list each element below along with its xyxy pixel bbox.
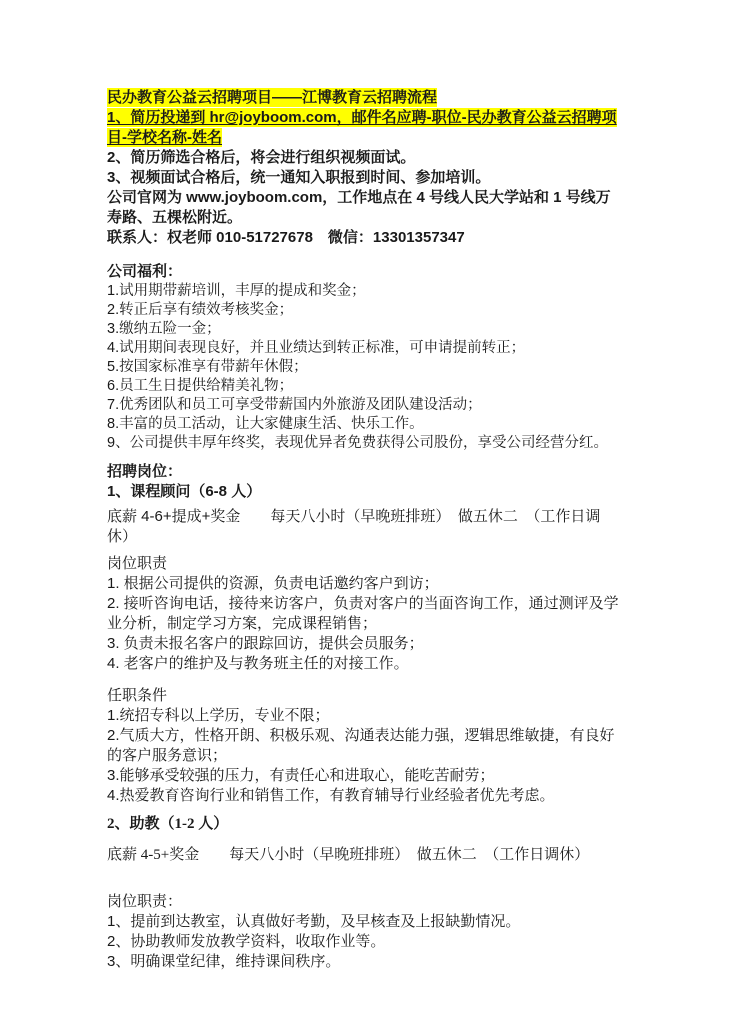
position1-requirements-heading: 任职条件 xyxy=(107,687,168,704)
benefit-item: 3.缴纳五险一金； xyxy=(107,321,221,337)
position1-salary-line: 底薪 4-6+提成+奖金 每天八小时（早晚班排班） 做五休二 （工作日调休） xyxy=(107,508,601,545)
position1-title: 1、课程顾问（6-8 人） xyxy=(107,483,262,500)
benefit-item: 1.试用期带薪培训，丰厚的提成和奖金； xyxy=(107,283,366,299)
requirement-item: 3.能够承受较强的压力，有责任心和进取心，能吃苦耐劳； xyxy=(107,767,495,784)
process-step-1-line xyxy=(107,108,621,148)
position2-salary-prefix: 底薪 4-5+奖金 xyxy=(107,847,200,863)
benefit-item: 4.试用期间表现良好，并且业绩达到转正标准，可申请提前转正； xyxy=(107,340,526,356)
positions-heading: 招聘岗位： xyxy=(107,463,183,480)
doc-title-line xyxy=(107,88,621,108)
process-step-2: 2、简历筛选合格后，将会进行组织视频面试。 xyxy=(107,149,416,166)
benefit-item: 5.按国家标准享有带薪年休假； xyxy=(107,359,308,375)
benefits-heading: 公司福利： xyxy=(107,263,183,280)
company-website-line: 公司官网为 www.joyboom.com，工作地点在 4 号线人民大学站和 1 号线万寿路、五棵松附近。 xyxy=(107,189,611,226)
contact-line: 联系人：权老师 010-51727678 微信：13301357347 xyxy=(107,229,465,246)
process-step-1-highlight: 1、简历投递到 hr@joyboom.com，邮件名应聘-职位-民办教育公益云招聘项目-学校名称-姓名 xyxy=(107,109,617,146)
benefit-item: 6.员工生日提供给精美礼物； xyxy=(107,378,294,394)
position2-title: 2、助教（1-2 人） xyxy=(107,816,229,832)
position2-duties-list xyxy=(107,912,621,972)
position1-requirements-list xyxy=(107,706,621,806)
position1-duties-heading: 岗位职责 xyxy=(107,555,168,572)
requirement-item: 2.气质大方，性格开朗、积极乐观、沟通表达能力强，逻辑思维敏捷，有良好的客户服务意识； xyxy=(107,727,615,764)
benefit-item: 7.优秀团队和员工可享受带薪国内外旅游及团队建设活动； xyxy=(107,397,482,413)
duty-item: 2、协助教师发放教学资料，收取作业等。 xyxy=(107,933,386,950)
benefit-item: 8.丰富的员工活动，让大家健康生活、快乐工作。 xyxy=(107,416,424,432)
position2-duties-heading: 岗位职责： xyxy=(107,893,183,910)
benefits-list xyxy=(107,282,621,453)
duty-item: 3、明确课堂纪律，维持课间秩序。 xyxy=(107,953,341,970)
requirement-item: 4.热爱教育咨询行业和销售工作，有教育辅导行业经验者优先考虑。 xyxy=(107,787,555,804)
position1-duties-list xyxy=(107,574,621,674)
duty-item: 2. 接听咨询电话，接待来访客户，负责对客户的当面咨询工作，通过测评及学业分析，制定学习方案，完成课程销售； xyxy=(107,595,619,632)
requirement-item: 1.统招专科以上学历，专业不限； xyxy=(107,707,330,724)
benefit-item: 9、公司提供丰厚年终奖，表现优异者免费获得公司股份，享受公司经营分红。 xyxy=(107,435,609,451)
duty-item: 4. 老客户的维护及与教务班主任的对接工作。 xyxy=(107,655,409,672)
document-content xyxy=(107,88,621,972)
process-step-3: 3、视频面试合格后，统一通知入职报到时间、参加培训。 xyxy=(107,169,491,186)
duty-item: 1、提前到达教室，认真做好考勤，及早核查及上报缺勤情况。 xyxy=(107,913,521,930)
position2-salary-rest: 每天八小时（早晚班排班） 做五休二 （工作日调休） xyxy=(199,846,590,863)
duty-item: 1. 根据公司提供的资源，负责电话邀约客户到访； xyxy=(107,575,439,592)
duty-item: 3. 负责未报名客户的跟踪回访，提供会员服务； xyxy=(107,635,424,652)
doc-title-highlight: 民办教育公益云招聘项目——江博教育云招聘流程 xyxy=(107,89,438,106)
position2-salary-line xyxy=(107,845,621,865)
benefit-item: 2.转正后享有绩效考核奖金； xyxy=(107,302,294,318)
